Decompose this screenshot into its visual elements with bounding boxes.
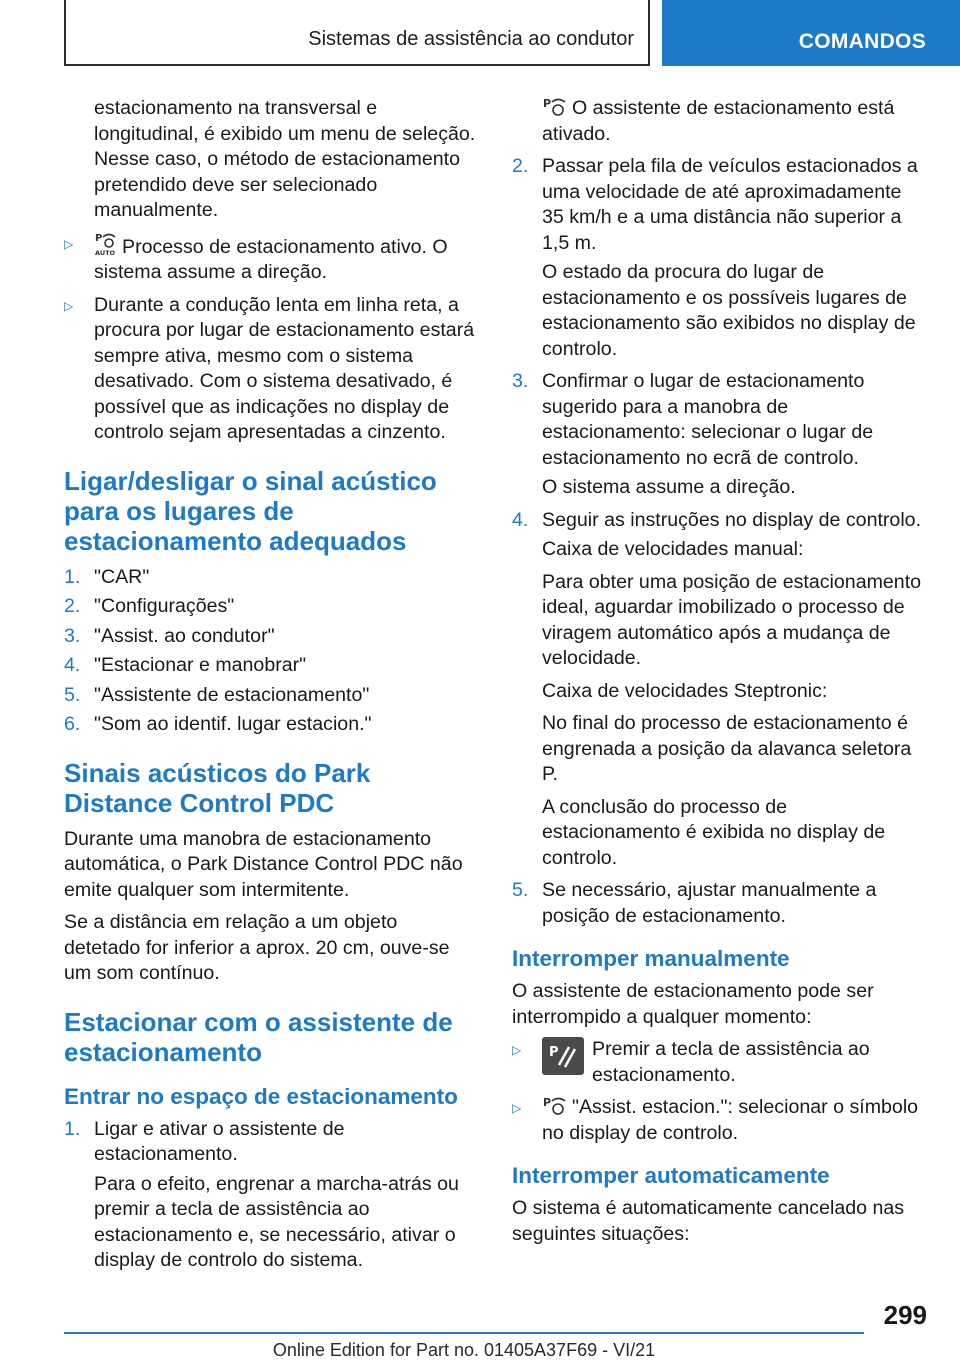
step-number: 1.: [64, 565, 81, 588]
page-footer: [0, 1290, 960, 1362]
section-title: Sistemas de assistência ao condutor: [308, 28, 634, 50]
procedure-step-text: Passar pela fila de veículos estacionados a uma velocidade de até aproximadamente 35 km/h e a uma distância não superior a 1,5 m.: [542, 155, 918, 254]
step-number: 5.: [512, 879, 529, 901]
bullet-marker: ▷: [512, 1101, 522, 1115]
bullet-marker: ▷: [64, 298, 74, 313]
menu-step: [64, 594, 478, 620]
procedure-step-text: Seguir as instruções no display de controlo.: [542, 508, 922, 531]
heading-park-with-assistant: Estacionar com o assistente de estacionamento: [64, 1006, 453, 1067]
parking-assistant-icon: [542, 1095, 566, 1117]
menu-step-text: "Som ao identif. lugar estacion.": [94, 713, 372, 735]
subheading-enter-space: Entrar no espaço de estacionamento: [64, 1083, 458, 1109]
menu-step-text: "Assist. ao condutor": [94, 624, 275, 647]
heading-manual-interrupt: Interromper manualmente: [512, 946, 790, 971]
conclusion-text: A conclusão do processo de estacionamento é exibida no display de controlo.: [542, 795, 886, 869]
step-number: 2.: [512, 155, 529, 177]
menu-step: [64, 565, 478, 591]
heading-pdc: Sinais acústicos do Park Distance Control PDC: [64, 757, 371, 818]
svg-text:P: P: [543, 1096, 552, 1109]
bullet-marker: ▷: [512, 1043, 522, 1057]
left-column: [64, 96, 478, 1281]
parking-assistant-icon: [542, 96, 566, 118]
svg-text:P: P: [543, 97, 552, 110]
parking-assistant-auto-icon: [94, 231, 116, 257]
manual-gearbox-text: Para obter uma posição de estacionamento ideal, aguardar imobilizado o processo de viragem automático após a mudança de velocidade.: [542, 570, 922, 669]
auto-interrupt-intro: O sistema é automaticamente cancelado nas seguintes situações:: [512, 1197, 905, 1245]
step-number: 1.: [64, 1117, 81, 1140]
list-item-text: Premir a tecla de assistência ao estacionamento.: [592, 1038, 870, 1086]
procedure-step-text: Confirmar o lugar de estacionamento sugerido para a manobra de estacionamento: selecionar o lugar de estacionamento no ecrã de controlo.: [542, 370, 874, 469]
step-number: 4.: [512, 508, 529, 531]
steptronic-text: No final do processo de estacionamento é engrenada a posição da alavanca seletora P.: [542, 712, 912, 785]
manual-gearbox-label: Caixa de velocidades manual:: [542, 538, 804, 560]
list-item: [64, 231, 478, 286]
menu-step: [64, 624, 478, 650]
assistant-active-note: [512, 96, 928, 147]
procedure-step: [512, 369, 928, 471]
procedure-step: [512, 508, 928, 534]
chapter-tab-label: COMANDOS: [798, 30, 926, 53]
menu-step-text: "Estacionar e manobrar": [94, 654, 307, 676]
step-number: 3.: [512, 370, 529, 392]
svg-text:P: P: [549, 1045, 559, 1060]
procedure-step: [64, 1117, 478, 1168]
procedure-step-text: Se necessário, ajustar manualmente a posição de estacionamento.: [542, 879, 877, 927]
step-number: 2.: [64, 595, 81, 617]
page-number: 299: [883, 1300, 927, 1330]
section-title-box: [64, 0, 650, 66]
menu-step-text: "Configurações": [94, 595, 235, 617]
list-item-text: Processo de estacionamento ativo. O sistema assume a direção.: [94, 235, 448, 283]
step-detail: O estado da procura do lugar de estacionamento e os possíveis lugares de estacionamento são exibidos no display de controlo.: [542, 261, 916, 360]
step-number: 5.: [64, 683, 81, 706]
chapter-tab[interactable]: [662, 0, 960, 66]
bullet-marker: ▷: [64, 236, 74, 251]
step-number: 3.: [64, 624, 81, 647]
assistant-active-text: O assistente de estacionamento está ativado.: [542, 97, 895, 145]
list-item: [512, 1095, 928, 1146]
menu-step-text: "Assistente de estacionamento": [94, 683, 370, 706]
manual-interrupt-intro: O assistente de estacionamento pode ser interrompido a qualquer momento:: [512, 980, 874, 1028]
pdc-paragraph: Durante uma manobra de estacionamento automática, o Park Distance Control PDC não emite qualquer som intermitente.: [64, 827, 463, 901]
procedure-step-text: Ligar e ativar o assistente de estacionamento.: [94, 1117, 345, 1165]
menu-step: [64, 712, 478, 738]
right-column: [512, 96, 928, 1254]
svg-text:AUTO: AUTO: [95, 248, 116, 257]
menu-step-text: "CAR": [94, 565, 150, 588]
list-item: [64, 293, 478, 446]
intro-paragraph: estacionamento na transversal e longitudinal, é exibido um menu de seleção. Nesse caso, o método de estacionamento pretendido deve ser selecionado manualmente.: [94, 97, 476, 221]
pdc-paragraph: Se a distância em relação a um objeto detetado for inferior a aprox. 20 cm, ouve-se um som contínuo.: [64, 911, 450, 984]
list-item-text: Durante a condução lenta em linha reta, a procura por lugar de estacionamento estará sempre ativa, mesmo com o sistema desativado. Com o sistema desativado, é possível que as indicações no display de controlo sejam apresentadas a cinzento.: [94, 293, 475, 443]
edition-text: Online Edition for Part no. 01405A37F69 - VI/21: [272, 1340, 656, 1360]
list-item-text: "Assist. estacion.": selecionar o símbolo no display de controlo.: [542, 1096, 919, 1144]
page-header: [0, 0, 960, 66]
svg-text:P: P: [95, 232, 103, 244]
procedure-step: [512, 154, 928, 256]
list-item: [512, 1037, 928, 1088]
step-detail: O sistema assume a direção.: [542, 476, 796, 498]
heading-sound-signal: Ligar/desligar o sinal acústico para os lugares de estacionamento adequados: [64, 465, 437, 556]
steptronic-label: Caixa de velocidades Steptronic:: [542, 679, 828, 702]
parking-assist-button-icon: [542, 1037, 584, 1075]
menu-step: [64, 683, 478, 709]
heading-auto-interrupt: Interromper automaticamente: [512, 1163, 830, 1188]
footer-divider: [64, 1332, 864, 1334]
procedure-step: [512, 878, 928, 929]
step-number: 4.: [64, 654, 81, 676]
step-number: 6.: [64, 713, 81, 735]
step-detail: Para o efeito, engrenar a marcha-atrás ou premir a tecla de assistência ao estacionamento e, se necessário, ativar o display de controlo do sistema.: [94, 1172, 459, 1271]
menu-step: [64, 653, 478, 679]
